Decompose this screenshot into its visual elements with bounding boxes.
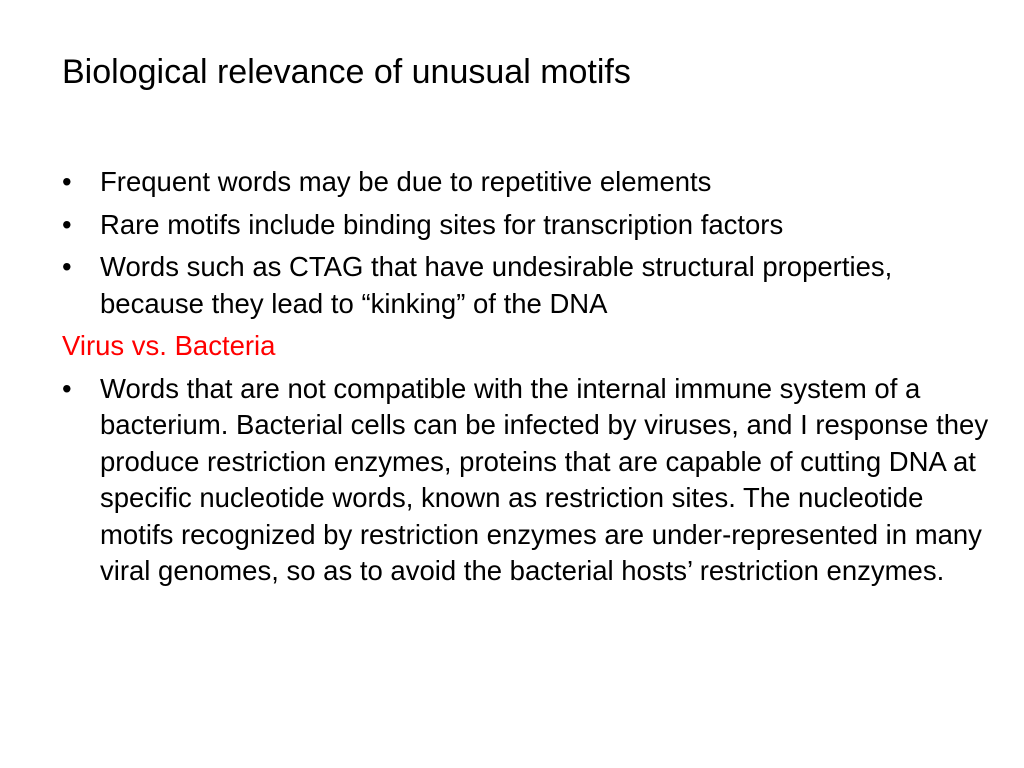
slide-title: Biological relevance of unusual motifs [62,53,631,91]
bullet-icon: • [62,208,72,240]
slide-body [62,164,992,596]
bullet-text: Frequent words may be due to repetitive elements [100,166,712,197]
bullet-text: Rare motifs include binding sites for transcription factors [100,208,784,240]
bullet-text: Words such as CTAG that have undesirable structural properties, because they lead to “kinking” of the DNA [100,251,893,319]
bullet-item [62,164,992,201]
bullet-text: Words that are not compatible with the internal immune system of a bacterium. Bacterial cells can be infected by viruses, and I response they produce restriction enzymes, proteins that are capable of cutting DNA at specific nucleotide words, known as restriction sites. The nucleotide motifs recognized by restriction enzymes are under-represented in many viral genomes, so as to avoid the bacterial hosts’ restriction enzymes. [100,372,989,586]
bullet-item [62,207,992,244]
section-heading: Virus vs. Bacteria [62,330,276,361]
bullet-item [62,249,992,322]
bullet-icon: • [62,372,72,404]
bullet-icon: • [62,166,72,197]
bullet-item [62,371,992,590]
bullet-icon: • [62,251,72,282]
